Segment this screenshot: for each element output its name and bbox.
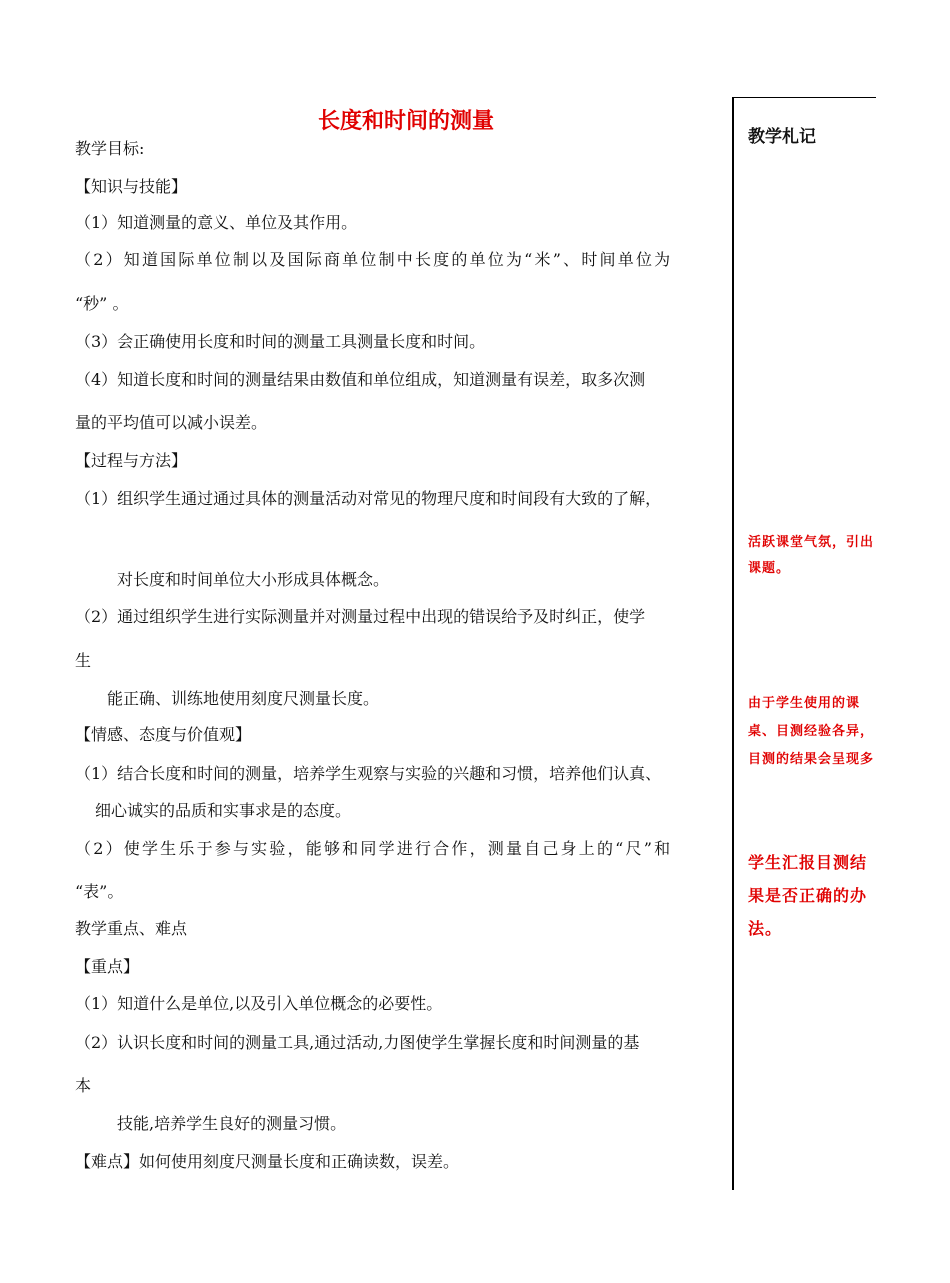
margin-divider — [732, 97, 734, 1190]
text-line: （1）结合长度和时间的测量，培养学生观察与实验的兴趣和习惯，培养他们认真、 — [75, 764, 662, 783]
text-line: （3）会正确使用长度和时间的测量工具测量长度和时间。 — [75, 332, 486, 351]
text-line: （4）知道长度和时间的测量结果由数值和单位组成，知道测量有误差，取多次测 — [75, 370, 646, 389]
text-line: “表”。 — [75, 882, 124, 901]
text-line: 对长度和时间单位大小形成具体概念。 — [117, 570, 390, 589]
text-line: “秒” 。 — [75, 294, 129, 313]
subsection-heading: 【重点】 — [75, 957, 140, 976]
text-line: （2）认识长度和时间的测量工具,通过活动,力图使学生掌握长度和时间测量的基 — [75, 1033, 640, 1052]
text-line: （1）组织学生通过通过具体的测量活动对常见的物理尺度和时间段有大致的了解， — [75, 489, 662, 508]
text-line: 量的平均值可以减小误差。 — [75, 413, 268, 432]
text-line: 技能,培养学生良好的测量习惯。 — [117, 1114, 347, 1133]
text-line: 细心诚实的品质和实事求是的态度。 — [95, 801, 352, 820]
document-title: 长度和时间的测量 — [317, 108, 494, 134]
text-line: （1）知道测量的意义、单位及其作用。 — [75, 213, 358, 232]
text-line: （2）知道国际单位制以及国际商单位制中长度的单位为“米”、时间单位为 — [75, 250, 673, 269]
subsection-heading: 【情感、态度与价值观】 — [75, 725, 252, 744]
section-heading: 教学重点、难点 — [75, 919, 188, 938]
subsection-heading: 【过程与方法】 — [75, 451, 188, 470]
text-line: （2）通过组织学生进行实际测量并对测量过程中出现的错误给予及时纠正，使学 — [75, 607, 646, 626]
text-line: 生 — [75, 651, 92, 670]
margin-note: 由于学生使用的课桌、目测经验各异，目测的结果会呈现多 — [748, 696, 875, 767]
section-heading: 教学目标: — [75, 139, 145, 158]
margin-note: 学生汇报目测结果是否正确的办法。 — [748, 853, 868, 938]
text-line: （1）知道什么是单位,以及引入单位概念的必要性。 — [75, 994, 443, 1013]
margin-heading: 教学札记 — [748, 127, 816, 147]
text-line: （2）使学生乐于参与实验，能够和同学进行合作，测量自己身上的“尺”和 — [75, 839, 673, 858]
margin-top-rule — [732, 97, 876, 98]
text-line: 本 — [75, 1076, 92, 1095]
margin-note: 活跃课堂气氛，引出课题。 — [748, 535, 875, 576]
subsection-heading: 【知识与技能】 — [75, 177, 188, 196]
text-line: 能正确、训练地使用刻度尺测量长度。 — [107, 689, 380, 708]
text-line: 【难点】如何使用刻度尺测量长度和正确读数，误差。 — [75, 1152, 460, 1171]
